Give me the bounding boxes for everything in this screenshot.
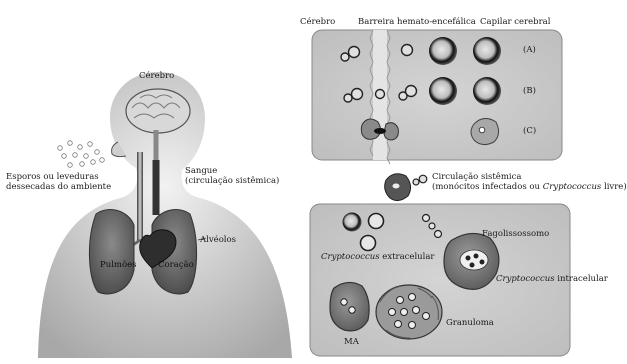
row-b-label: (B) [523,86,536,96]
intracellular-rest: intracelular [554,274,608,284]
heart-label: Coração [158,260,194,270]
circulation-cells [385,174,427,201]
granuloma-label: Granuloma [446,318,494,328]
intracellular-label [496,274,608,284]
top-brain-header: Cérebro [300,17,336,27]
circulation-line2-prefix: (monócitos infectados ou [432,182,543,192]
row-a-label: (A) [523,45,536,55]
brain-label: Cérebro [139,71,175,81]
spores-cluster [58,141,105,168]
circulation-line1: Circulação sistêmica [432,172,522,182]
circulation-line2-italic: Cryptococcus [542,182,602,192]
blood-label-line1: Sangue [185,166,218,176]
ma-label: MA [344,337,359,347]
intracellular-italic: Cryptococcus [496,274,555,284]
capillary-header: Capilar cerebral [480,17,551,27]
spores-label-line2: dessecadas do ambiente [6,182,112,192]
extracellular-label [321,252,435,262]
extracellular-italic: Cryptococcus [321,252,380,262]
blood-label-line2: (circulação sistêmica) [185,176,280,186]
phagolysosome-macrophage [444,233,499,289]
granuloma [376,285,442,339]
circulation-line2 [432,182,627,192]
alveoli-label: Alvéolos [200,235,237,245]
phagolysosome-label: Fagolissossomo [482,229,550,239]
barrier-header: Barreira hemato-encefálica [358,17,476,27]
spores-label-line1: Esporos ou leveduras [6,172,99,182]
ma-macrophage [330,282,369,330]
row-c-label: (C) [523,126,537,136]
circulation-line2-suffix: livre) [601,182,627,192]
extracellular-rest: extracelular [379,252,435,262]
lungs-label: Pulmões [100,260,137,270]
